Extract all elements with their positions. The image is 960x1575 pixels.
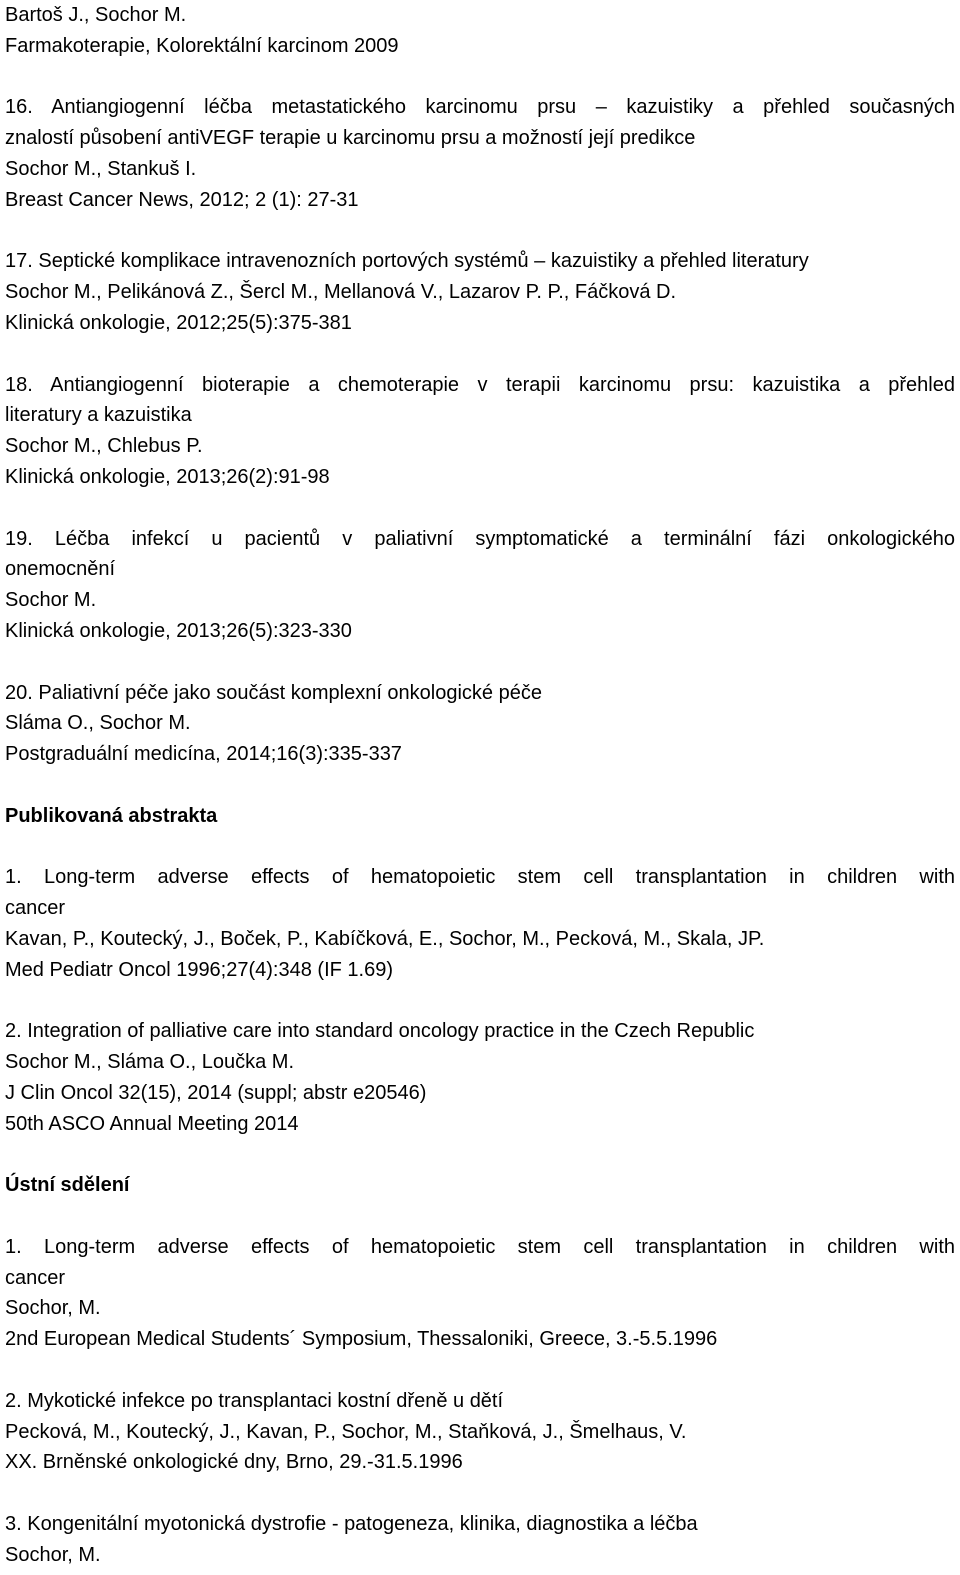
entry-title-line: 1. Long-term adverse effects of hematopoietic stem cell transplantation in children with: [5, 866, 955, 889]
entry-title-line: znalostí působení antiVEGF terapie u karcinomu prsu a možností její predikce: [5, 127, 696, 150]
entry-source: Postgraduální medicína, 2014;16(3):335-337: [5, 743, 402, 766]
entry-title-line: 20. Paliativní péče jako součást komplexní onkologické péče: [5, 681, 542, 704]
entry-source: Farmakoterapie, Kolorektální karcinom 2009: [5, 34, 399, 57]
entry-authors: Sochor M.: [5, 589, 97, 612]
talk-entry-2: [5, 1386, 955, 1478]
paper-entry-16: [5, 92, 955, 215]
entry-source: Klinická onkologie, 2013;26(2):91-98: [5, 465, 330, 488]
entry-authors: Sochor M., Chlebus P.: [5, 435, 203, 458]
entry-source: Med Pediatr Oncol 1996;27(4):348 (IF 1.69): [5, 958, 393, 981]
section-heading-abstracts: Publikovaná abstrakta: [5, 804, 218, 827]
talk-entry-3: [5, 1509, 955, 1571]
entry-title-line: literatury a kazuistika: [5, 404, 192, 427]
entry-authors: Sochor M., Pelikánová Z., Šercl M., Mellanová V., Lazarov P. P., Fáčková D.: [5, 281, 677, 304]
entry-authors: Sochor, M.: [5, 1543, 101, 1566]
entry-title-line: 3. Kongenitální myotonická dystrofie - patogeneza, klinika, diagnostika a léčba: [5, 1513, 698, 1536]
abstract-entry-1: [5, 862, 955, 985]
entry-authors: Sochor, M.: [5, 1297, 101, 1320]
entry-title-line: 18. Antiangiogenní bioterapie a chemoterapie v terapii karcinomu prsu: kazuistika a přehled: [5, 373, 955, 396]
paper-entry-18: [5, 370, 955, 493]
entry-title-line: 1. Long-term adverse effects of hematopoietic stem cell transplantation in children with: [5, 1235, 955, 1258]
entry-authors: Kavan, P., Koutecký, J., Boček, P., Kabíčková, E., Sochor, M., Pecková, M., Skala, JP.: [5, 927, 765, 950]
entry-authors: Bartoš J., Sochor M.: [5, 4, 187, 26]
entry-title-line: 2. Integration of palliative care into standard oncology practice in the Czech Republic: [5, 1020, 755, 1043]
entry-source: J Clin Oncol 32(15), 2014 (suppl; abstr e20546): [5, 1081, 427, 1104]
entry-title-line: cancer: [5, 897, 66, 920]
continued-entry: [5, 0, 955, 62]
paper-entry-20: [5, 678, 955, 770]
entry-authors: Sochor M., Sláma O., Loučka M.: [5, 1051, 294, 1074]
entry-authors: Pecková, M., Koutecký, J., Kavan, P., Sochor, M., Staňková, J., Šmelhaus, V.: [5, 1420, 687, 1443]
entry-authors: Sochor M., Stankuš I.: [5, 157, 197, 180]
entry-title-line: 17. Septické komplikace intravenozních portových systémů – kazuistiky a přehled literatury: [5, 250, 809, 273]
entry-title-line: onemocnění: [5, 558, 116, 581]
entry-title-line: 2. Mykotické infekce po transplantaci kostní dřeně u dětí: [5, 1389, 504, 1412]
section-heading-talks: Ústní sdělení: [5, 1174, 130, 1197]
entry-source: 50th ASCO Annual Meeting 2014: [5, 1112, 299, 1135]
entry-authors: Sláma O., Sochor M.: [5, 712, 191, 735]
paper-entry-19: [5, 524, 955, 647]
abstract-entry-2: [5, 1016, 955, 1139]
entry-source: Breast Cancer News, 2012; 2 (1): 27-31: [5, 188, 359, 211]
entry-source: Klinická onkologie, 2012;25(5):375-381: [5, 311, 352, 334]
entry-title-line: cancer: [5, 1266, 66, 1289]
entry-source: Klinická onkologie, 2013;26(5):323-330: [5, 619, 352, 642]
entry-title-line: 19. Léčba infekcí u pacientů v paliativní symptomatické a terminální fázi onkologického: [5, 527, 955, 550]
talk-entry-1: [5, 1232, 955, 1355]
entry-source: XX. Brněnské onkologické dny, Brno, 29.-31.5.1996: [5, 1451, 463, 1474]
entry-source: 2nd European Medical Students´ Symposium, Thessaloniki, Greece, 3.-5.5.1996: [5, 1328, 718, 1351]
paper-entry-17: [5, 246, 955, 338]
document-page: [5, 0, 955, 1571]
entry-title-line: 16. Antiangiogenní léčba metastatického karcinomu prsu – kazuistiky a přehled současných: [5, 96, 955, 119]
